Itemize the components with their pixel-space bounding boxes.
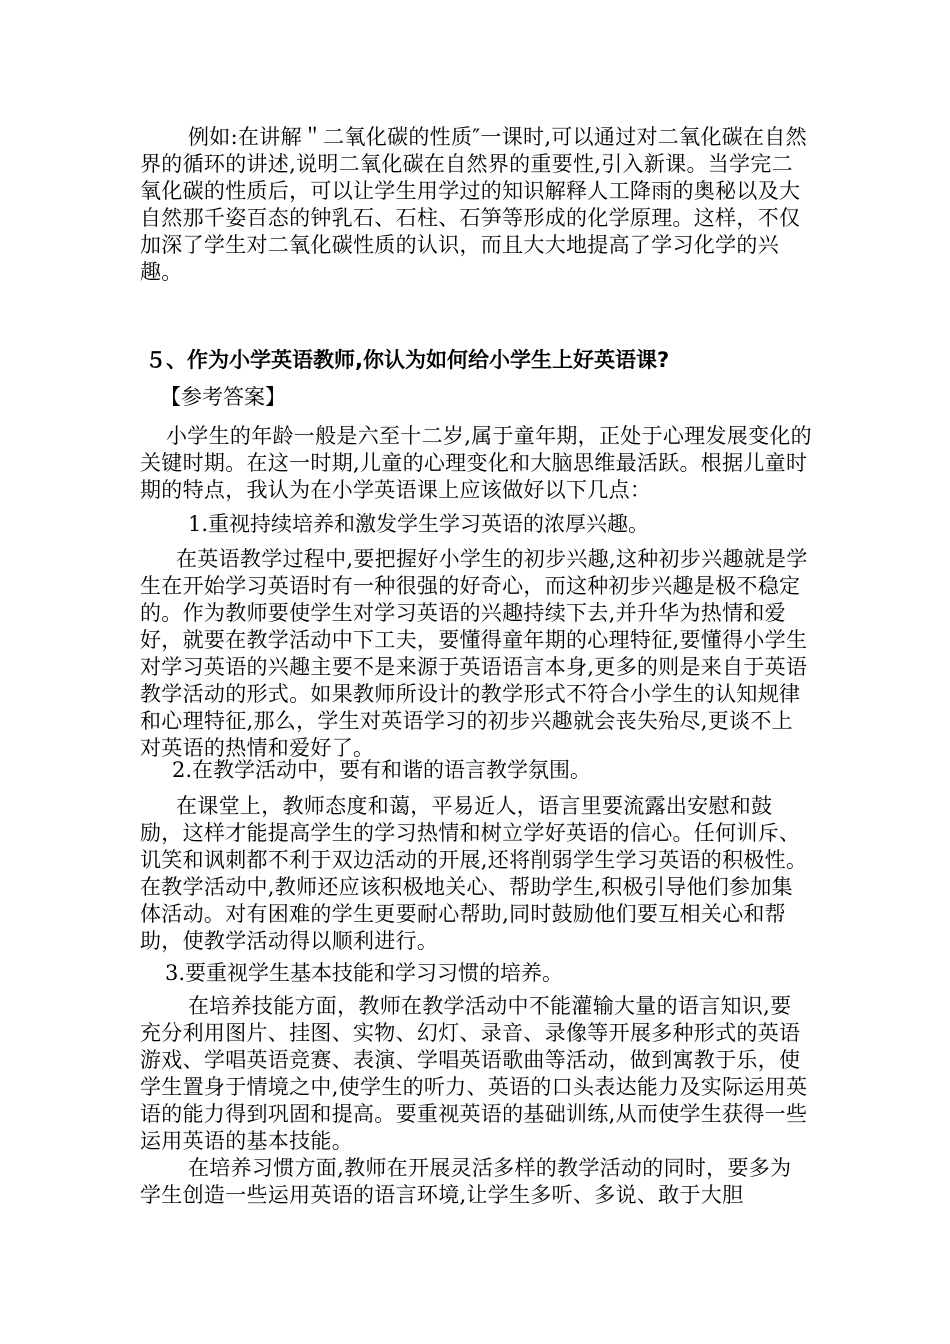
- question-heading: ５、作为小学英语教师,你认为如何给小学生上好英语课?: [145, 348, 670, 372]
- intro-paragraph: 例如:在讲解＂二氧化碳的性质″一课时,可以通过对二氧化碳在自然界的循环的讲述,说明二氧化碳在自然界的重要性,引入新课。当学完二氧化碳的性质后，可以让学生用学过的知识解释人工降雨的奥秘以及大自然那千姿百态的钟乳石、石柱、石笋等形成的化学原理。这样，不仅加深了学生对二氧化碳性质的认识，而且大大地提高了学习化学的兴趣。: [140, 125, 807, 284]
- point-3-title: 3.要重视学生基本技能和学习习惯的培养。: [165, 961, 564, 985]
- point-1-title: 1.重视持续培养和激发学生学习英语的浓厚兴趣。: [188, 512, 650, 536]
- point-3-skills-paragraph: 在培养技能方面，教师在教学活动中不能灌输大量的语言知识,要充分利用图片、挂图、实物、幻灯、录音、录像等开展多种形式的英语游戏、学唱英语竞赛、表演、学唱英语歌曲等活动，做到寓教于乐，使学生置身于情境之中,使学生的听力、英语的口头表达能力及实际运用英语的能力得到巩固和提高。要重视英语的基础训练,从而使学生获得一些运用英语的基本技能。: [140, 994, 808, 1153]
- point-3-habits-paragraph: 在培养习惯方面,教师在开展灵活多样的教学活动的同时，要多为学生创造一些运用英语的语言环境,让学生多听、多说、敢于大胆: [140, 1156, 792, 1207]
- answer-intro-paragraph: 小学生的年龄一般是六至十二岁,属于童年期，正处于心理发展变化的关键时期。在这一时期,儿童的心理变化和大脑思维最活跃。根据儿童时期的特点，我认为在小学英语课上应该做好以下几点：: [140, 424, 812, 502]
- answer-label: 【参考答案】: [160, 385, 286, 409]
- point-1-body: 在英语教学过程中,要把握好小学生的初步兴趣,这种初步兴趣就是学生在开始学习英语时有一种很强的好奇心，而这种初步兴趣是极不稳定的。作为教师要使学生对学习英语的兴趣持续下去,并升华为热情和爱好，就要在教学活动中下工夫，要懂得童年期的心理特征,要懂得小学生对学习英语的兴趣主要不是来源于英语语言本身,更多的则是来自于英语教学活动的形式。如果教师所设计的教学形式不符合小学生的认知规律和心理特征,那么，学生对英语学习的初步兴趣就会丧失殆尽,更谈不上对英语的热情和爱好了。: [140, 547, 808, 760]
- point-2-title: 2.在教学活动中，要有和谐的语言教学氛围。: [172, 758, 592, 782]
- point-2-body: 在课堂上，教师态度和蔼，平易近人，语言里要流露出安慰和鼓励，这样才能提高学生的学习热情和树立学好英语的信心。任何训斥、讥笑和讽刺都不利于双边活动的开展,还将削弱学生学习英语的积极性。在教学活动中,教师还应该积极地关心、帮助学生,积极引导他们参加集体活动。对有困难的学生更要耐心帮助,同时鼓励他们要互相关心和帮助，使教学活动得以顺利进行。: [140, 794, 808, 953]
